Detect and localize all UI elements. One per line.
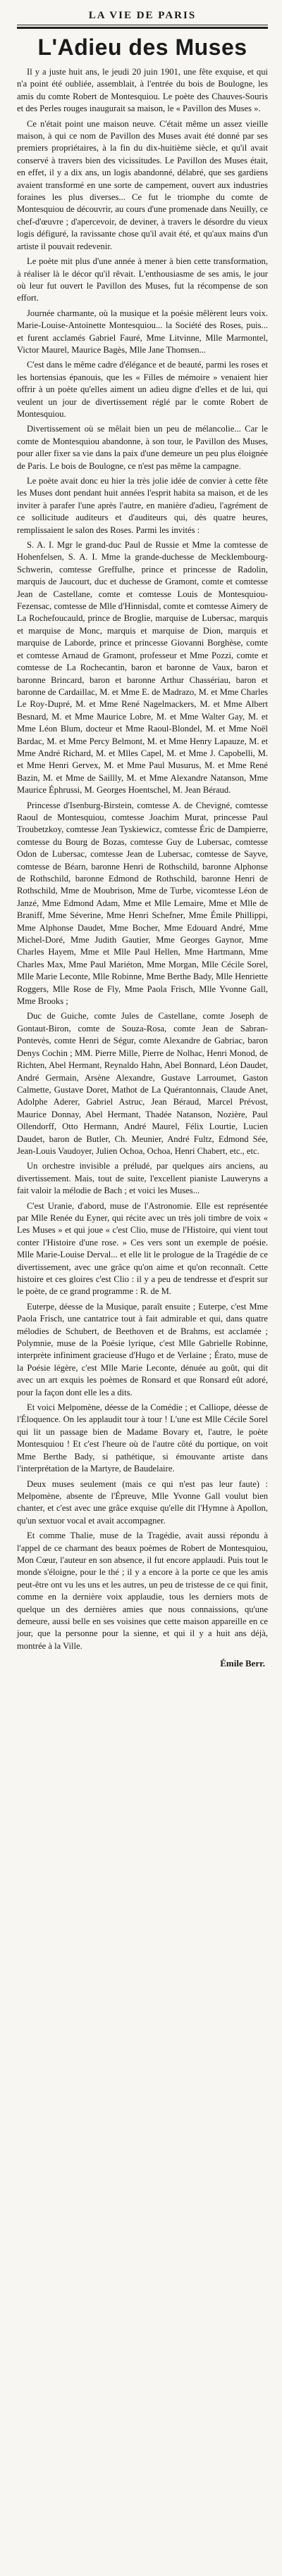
paragraph: C'est Uranie, d'abord, muse de l'Astronomie. Elle est représentée par Mlle Renée du Eyner, qui récite avec un très joli timbre de voix « Les Muses » et qui joue « c'est Clio, muse de l'Histoire, qui vient tout conter l'Histoire d'une rose. » Ces vers sont un exemple de poésie. Mlle Marie-Louise Derval... et elle lit le prologue de la Tragédie de ce divertissement, avec une grâce qu'on aime et qu'on reconnaît. Cette histoire et ces gloires c'est Clio : il y a peu de tendresse et d'esprit sur le poète, de ce grand programme : R. de M. [17, 1200, 268, 1297]
paragraph: C'est dans le même cadre d'élégance et de beauté, parmi les roses et les hortensias épanouis, que les « Filles de mémoire » venaient hier offrir à un poète qu'elles aiment un adieu digne d'elles et de lui, qui veulent un jour de divertissement réglé par le comte Robert de Montesquiou. [17, 360, 268, 419]
paragraph: Deux muses seulement (mais ce qui n'est pas leur faute) : Melpomène, absente de l'Épreuve, Mlle Yvonne Gall voulut bien chanter, et c'est avec une grâce exquise qu'elle dit l'Hymne à Apollon, qu'un sextuor vocal et avait accompagner. [17, 1478, 268, 1526]
author-signature: Émile Berr. [220, 1658, 265, 1669]
paragraph: Journée charmante, où la musique et la poésie mêlèrent leurs voix. Marie-Louise-Antoinette Montesquiou... la Société des Roses, puis... et furent acclamés Gabriel Fauré, Mme Litvinne, Mlle Marmontel, Victor Maurel, Maurice Bagès, Mlle Jane Thomsen... [17, 308, 268, 355]
paragraph: Et comme Thalie, muse de la Tragédie, avait aussi répondu à l'appel de ce charmant des beaux poèmes de Robert de Montesquiou, Mon Cœur, l'auteur en son absence, il fut encore applaudi. Puis tout le monde s'éloigne, pour le thé ; il y a encore à la porte ce que les amis peut-être ont vu les uns et les autres, un peu de tristesse de ce qui finit, comme en la dernière voix applaudie, tous les derniers mots de quelque un des dernières amies que nous connaissions, qu'une demeure, aussi belle en ses voisines que cette maison appareille en ce jour, que la personne pour la sienne, et qui il y a huit ans déjà, montrée à la Ville. [17, 1531, 268, 1651]
paragraph: Il y a juste huit ans, le jeudi 20 juin 1901, une fête exquise, et qui n'a point été oubliée, assemblait, à l'entrée du bois de Boulogne, les amis du comte Robert de Montesquiou. Le poète des Chauves-Souris et des Perles rouges inaugurait sa maison, le « Pavillon des Muses ». [17, 67, 268, 114]
paragraph: Le poète mit plus d'une année à mener à bien cette transformation, à réaliser là le décor qu'il rêvait. L'enthousiasme de ses amis, le jour où leur fut ouvert le Pavillon des Muses, fut la récompense de son effort. [17, 256, 268, 303]
top-rule-thick [17, 27, 268, 29]
article-body [17, 66, 268, 1652]
paragraph: Divertissement où se mêlait bien un peu de mélancolie... Car le comte de Montesquiou abandonne, à son tour, le Pavillon des Muses, pour aller fixer sa vie dans la paix d'une demeure un peu plus éloignée de Paris. Le bois de Boulogne, ce n'est pas même la campagne. [17, 424, 268, 471]
section-title: LA VIE DE PARIS [88, 10, 197, 21]
guest-list-paragraph: Duc de Guiche, comte Jules de Castellane, comte Joseph de Gontaut-Biron, comte de Souza-Rosa, comte Jean de Sabran-Pontevès, comte Henri de Ségur, comte Alexandre de Gabriac, baron Denys Cochin ; MM. Pierre Mille, Pierre de Nolhac, Henri Monod, de Richten, Abel Hermant, Reynaldo Hahn, Abel Bonnard, Léon Daudet, André Germain, Arsène Alexandre, Gustave Larroumet, Gaston Calmette, Gustave Doret, Mathot de La Quérantonnais, Claude Anet, Adolphe Aderer, Gabriel Astruc, Jean Béraud, Marcel Prévost, Maurice Donnay, Abel Hermant, Thadée Natanson, Nozière, Paul Ollendorff, Otto Hermann, André Maurel, Félix Lourtie, Lucien Daudet, baron de Butler, Ch. Meunier, André Fultz, Edmond Sée, Jean-Louis Vaudoyer, Julien Ochoa, Ochoa, Henri Chabert, etc., etc. [17, 1011, 268, 1156]
paragraph: Euterpe, déesse de la Musique, paraît ensuite ; Euterpe, c'est Mme Paola Frisch, une cantatrice tout à fait admirable et qui, dans quatre mélodies de Schubert, de Beethoven et de Brahms, est acclamée ; Polymnie, muse de la Poésie lyrique, c'est Mlle Gabrielle Robinne, interprète infiniment gracieuse d'Hugo et de Verlaine ; Érato, muse de la Poésie légère, c'est Mlle Marie Leconte, dénuée au goût, qui dit avec un art exquis les poèmes de Ronsard et que Ronsard eût adoré, pour la façon dont elle les a dits. [17, 1301, 268, 1397]
article-headline: L'Adieu des Muses [37, 34, 247, 60]
paragraph: Et voici Melpomène, déesse de la Comédie ; et Calliope, déesse de l'Éloquence. On les applaudit tour à tour ! L'une est Mlle Cécile Sorel qui lit un passage bien de Madame Bovary et, l'autre, le poète Montesquiou ! Et c'est l'heure où de l'autre côté du portique, on voit Mme Berthe Bady, si pathétique, si émouvante artiste dans l'interprétation de la Martyre, de Baudelaire. [17, 1402, 268, 1474]
paragraph: Un orchestre invisible a préludé, par quelques airs anciens, au divertissement. Mais, tout de suite, l'excellent pianiste Lauweryns a fait valoir la mélodie de Bach ; et voici les Muses... [17, 1161, 268, 1196]
guest-list-paragraph: Princesse d'Isenburg-Birstein, comtesse A. de Chevigné, comtesse Raoul de Montesquiou, comtesse Joachim Murat, princesse Paul Troubetzkoy, comtesse Jean Tyskiewicz, comtesse Éric de Dampierre, comtesse du Bourg de Bozas, comtesse Guy de Lubersac, comtesse Odon de Lubersac, comtesse Jean de Lubersac, comtesse de Sayve, comtesse de Béarn, baronne Henri de Rothschild, baronne Alphonse de Rothschild, baronne Edmond de Rothschild, baronne Henri de Rothschild, Mme de Moubrison, Mme de Turbe, vicomtesse Léon de Janzé, Mme Edmond Adam, Mme et Mlle Lemaire, Mme et Mlle de Braniff, Mme Séverine, Mme Henri Schefner, Mme Émile Phillippi, Mme Alphonse Daudet, Mme Bocher, Mme Edouard André, Mme Michel-Doré, Mme Judith Gautier, Mme Georges Gaynor, Mme Charles Hayem, Mme et Mlle Paul Hellen, Mme Hartmann, Mme Charles Max, Mme Paul Mariéton, Mme Morgan, Mlle Cécile Sorel, Mlle Marie Leconte, Mlle Robinne, Mme Berthe Bady, Mlle Henriette Roggers, Mlle Rose de Fly, Mme Paola Frisch, Mlle Yvonne Gall, Mme Brooks ; [17, 800, 268, 1007]
guest-list-paragraph: S. A. I. Mgr le grand-duc Paul de Russie et Mme la comtesse de Hohenfelsen, S. A. I. Mme la grande-duchesse de Mecklembourg-Schwerin, comtesse Greffulhe, prince et princesse de Radolin, marquis de Jaucourt, duc et duchesse de Gramont, comte et comtesse Jean de Castellane, comte et comtesse Louis de Montesquiou-Fezensac, comtesse de Mlle d'Hinnisdal, comte et comtesse Aimery de La Rochefoucauld, prince de Broglie, marquise de Lubersac, marquis et marquise de Monc, marquis et marquise de Dion, marquis et marquise de Laborde, prince et princesse Giovanni Borghèse, comte et comtesse Arnaud de Gramont, professeur et Mme Pozzi, comte et comtesse de La Rochecantin, baron et baronne de Vaux, baron et baronne Brincard, baron et baronne Arthur Chassériau, baron et baronne de Cardaillac, M. et Mme E. de Madrazo, M. et Mme Charles Le Roy-Dupré, M. et Mme René Nagelmackers, M. et Mme Albert Besnard, M. et Mme Maurice Lobre, M. et Mme Walter Gay, M. et Mme Léon Blum, docteur et Mme Raoul-Blondel, M. et Mme Noël Bardac, M. et Mme Percy Belmont, M. et Mme Henry Lapauze, M. et Mme André Richard, M. et Mlles Capel, M. et Mme J. Capobelli, M. et Mme Henri Gervex, M. et Mme Paul Musurus, M. et Mme René Bazin, M. et Mme de Saillly, M. et Mme Alexandre Natanson, Mme Maurice Éphrussi, M. Georges Hoentschel, M. Jean Béraud. [17, 540, 268, 796]
paragraph: Le poète avait donc eu hier la très jolie idée de convier à cette fête les Muses dont pendant huit années l'esprit habita sa maison, et de les inviter à parafer l'une après l'autre, en manière d'adieu, l'agrément de ce sollicitude auditeurs et d'auditeurs qui, dès quatre heures, remplissaient le salon des Roses. Parmi les invités : [17, 476, 268, 535]
paragraph: Ce n'était point une maison neuve. C'était même un assez vieille maison, à qui ce nom de Pavillon des Muses avait été donné par ses premiers propriétaires, à la fin du dix-huitième siècle, et qu'il avait conservé à travers bien des vicissitudes. Le Pavillon des Muses était, en effet, il y a dix ans, un logis abandonné, délabré, que ses gardiens avaient transformé en une sorte de campement, ouvert aux industries foraines les plus diverses... Ce fut le triomphe du comte de Montesquiou de découvrir, au cours d'une promenade dans Neuilly, ce chef-d'œuvre ; d'apercevoir, de deviner, à travers le désordre du vieux logis défiguré, la ravissante chose qu'il avait été, et qu'aux mains d'un artiste il pouvait redevenir. [17, 118, 268, 251]
